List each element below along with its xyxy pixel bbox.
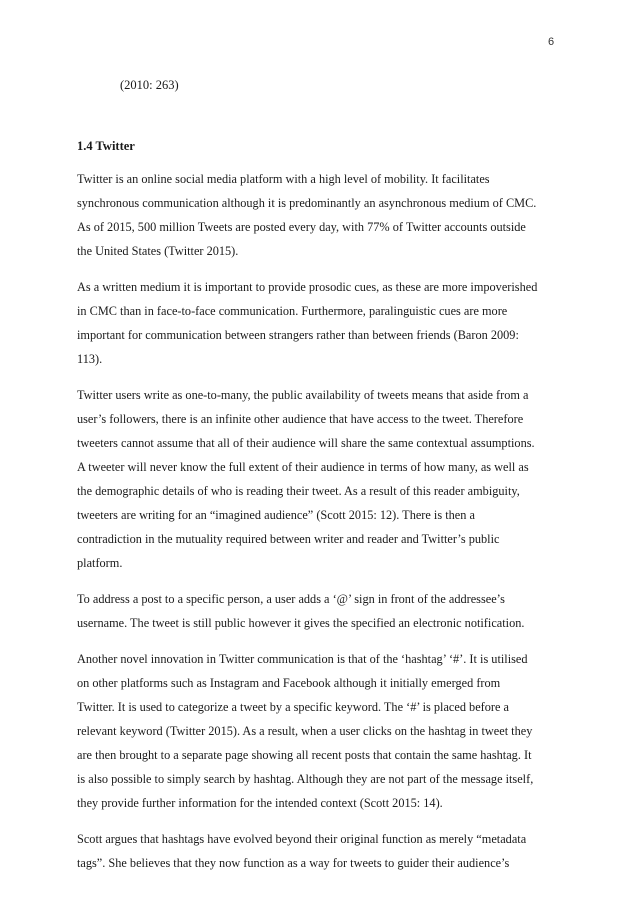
paragraph [77,827,565,875]
text-line: is also possible to simply search by hashtag. Although they are not part of the message itself, [77,772,534,786]
text-line: the demographic details of who is reading their tweet. As a result of this reader ambiguity, [77,484,520,498]
text-line: user’s followers, there is an infinite other audience that have access to the tweet. Therefore [77,412,524,426]
text-line: platform. [77,556,123,570]
paragraph [77,383,565,575]
text-line: synchronous communication although it is predominantly an asynchronous medium of CMC. [77,196,537,210]
text-line: tweeters cannot assume that all of their audience will share the same contextual assumptions. [77,436,535,450]
text-line: tweeters are writing for an “imagined audience” (Scott 2015: 12). There is then a [77,508,475,522]
section-heading: 1.4 Twitter [77,139,135,153]
section-body [77,167,565,887]
paragraph [77,647,565,815]
text-line: As of 2015, 500 million Tweets are posted every day, with 77% of Twitter accounts outside [77,220,526,234]
text-line: A tweeter will never know the full extent of their audience in terms of how many, as well as [77,460,529,474]
text-line: on other platforms such as Instagram and Facebook although it initially emerged from [77,676,501,690]
page-number: 6 [548,36,555,48]
text-line: contradiction in the mutuality required between writer and reader and Twitter’s public [77,532,500,546]
text-line: tags”. She believes that they now function as a way for tweets to guider their audience’s [77,856,510,870]
text-line: 113). [77,352,103,366]
text-line: Another novel innovation in Twitter communication is that of the ‘hashtag’ ‘#’. It is utilised [77,652,528,666]
text-line: username. The tweet is still public however it gives the specified an electronic notification. [77,616,525,630]
paragraph [77,275,565,371]
text-line: relevant keyword (Twitter 2015). As a result, when a user clicks on the hashtag in tweet they [77,724,533,738]
text-line: To address a post to a specific person, a user adds a ‘@’ sign in front of the addressee’s [77,592,505,606]
paragraph [77,167,565,263]
text-line: Scott argues that hashtags have evolved beyond their original function as merely “metadata [77,832,527,846]
text-line: As a written medium it is important to provide prosodic cues, as these are more impoverished [77,280,538,294]
text-line: in CMC than in face-to-face communication. Furthermore, paralinguistic cues are more [77,304,508,318]
quote-reference: (2010: 263) [120,78,179,92]
paragraph [77,587,565,635]
text-line: important for communication between strangers rather than between friends (Baron 2009: [77,328,519,342]
text-line: Twitter. It is used to categorize a tweet by a specific keyword. The ‘#’ is placed before a [77,700,509,714]
text-line: the United States (Twitter 2015). [77,244,239,258]
text-line: they provide further information for the intended context (Scott 2015: 14). [77,796,443,810]
text-line: Twitter is an online social media platform with a high level of mobility. It facilitates [77,172,490,186]
text-line: are then brought to a separate page showing all recent posts that contain the same hashtag. It [77,748,532,762]
text-line: Twitter users write as one-to-many, the public availability of tweets means that aside from a [77,388,529,402]
